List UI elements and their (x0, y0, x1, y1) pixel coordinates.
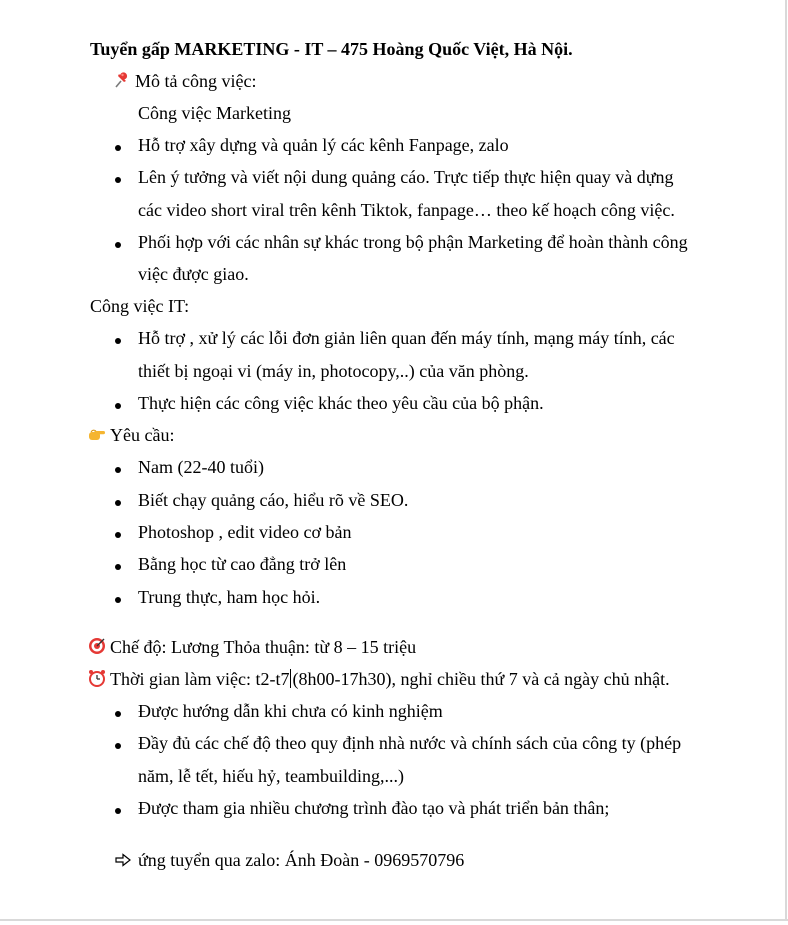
target-icon (88, 637, 106, 655)
list-item: Phối hợp với các nhân sự khác trong bộ phận Marketing để hoàn thành công (138, 232, 688, 252)
salary-line (88, 636, 416, 658)
bullet-icon (115, 242, 121, 248)
it-heading: Công việc IT: (90, 296, 190, 316)
list-item-continuation: thiết bị ngoại vi (máy in, photocopy,..) của văn phòng. (138, 361, 529, 381)
requirements-label: Yêu cầu: (110, 425, 175, 445)
job-description-label: Mô tả công việc: (135, 71, 257, 91)
bullet-icon (115, 597, 121, 603)
bullet-icon (115, 177, 121, 183)
list-item: Bằng học từ cao đẳng trở lên (138, 554, 347, 574)
work-time-prefix: Thời gian làm việc: t2-t7 (110, 669, 290, 689)
requirements-heading (88, 424, 174, 446)
job-description-heading (113, 70, 256, 92)
work-time-line (88, 668, 670, 690)
marketing-heading: Công việc Marketing (138, 103, 291, 123)
list-item-continuation: năm, lễ tết, hiếu hỷ, teambuilding,...) (138, 766, 404, 786)
page-edge (785, 0, 787, 920)
pushpin-icon (113, 71, 129, 89)
salary-text: Chế độ: Lương Thỏa thuận: từ 8 – 15 triệu (110, 637, 417, 657)
alarm-clock-icon (88, 669, 106, 687)
list-item: Photoshop , edit video cơ bản (138, 522, 352, 542)
bullet-icon (115, 338, 121, 344)
list-item: Trung thực, ham học hỏi. (138, 587, 321, 607)
bullet-icon (115, 711, 121, 717)
bullet-icon (115, 743, 121, 749)
list-item-continuation: các video short viral trên kênh Tiktok, fanpage… theo kế hoạch công việc. (138, 200, 675, 220)
list-item: Lên ý tưởng và viết nội dung quảng cáo. Trực tiếp thực hiện quay và dựng (138, 167, 674, 187)
list-item: Hỗ trợ xây dựng và quản lý các kênh Fanpage, zalo (138, 135, 509, 155)
list-item: Nam (22-40 tuổi) (138, 457, 264, 477)
bullet-icon (115, 403, 121, 409)
bullet-icon (115, 467, 121, 473)
list-item: Biết chạy quảng cáo, hiểu rõ về SEO. (138, 490, 409, 510)
list-item: Hỗ trợ , xử lý các lỗi đơn giản liên quan đến máy tính, mạng máy tính, các (138, 328, 675, 348)
list-item: Thực hiện các công việc khác theo yêu cầu của bộ phận. (138, 393, 544, 413)
page-edge (0, 919, 788, 921)
bullet-icon (115, 532, 121, 538)
outline-arrow-icon (115, 850, 131, 868)
bullet-icon (115, 145, 121, 151)
apply-text: ứng tuyển qua zalo: Ánh Đoàn - 0969570796 (138, 850, 465, 870)
bullet-icon (115, 808, 121, 814)
bullet-icon (115, 564, 121, 570)
list-item-continuation: việc được giao. (138, 264, 249, 284)
apply-line (115, 849, 464, 871)
work-time-suffix: (8h00-17h30), nghỉ chiều thứ 7 và cả ngày chủ nhật. (292, 669, 670, 689)
pointing-hand-icon (88, 425, 106, 443)
list-item: Đầy đủ các chế độ theo quy định nhà nước và chính sách của công ty (phép (138, 733, 682, 753)
list-item: Được hướng dẫn khi chưa có kinh nghiệm (138, 701, 443, 721)
bullet-icon (115, 500, 121, 506)
list-item: Được tham gia nhiều chương trình đào tạo và phát triển bản thân; (138, 798, 610, 818)
page-title: Tuyển gấp MARKETING - IT – 475 Hoàng Quốc Việt, Hà Nội. (90, 39, 573, 59)
